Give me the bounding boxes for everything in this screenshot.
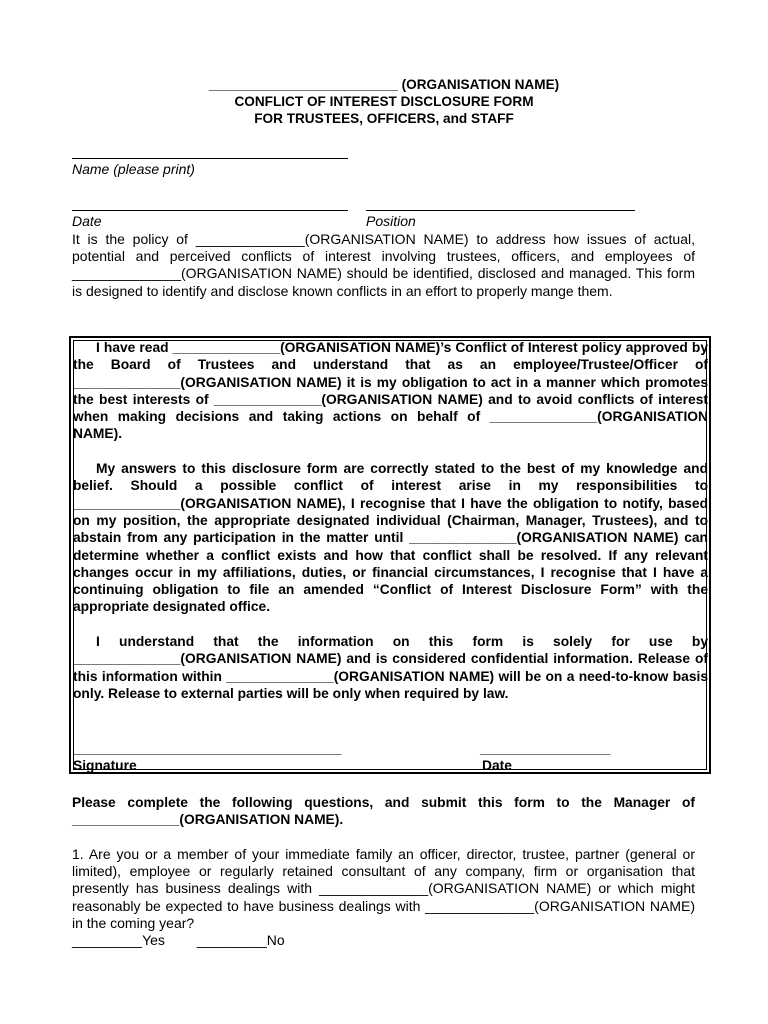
declaration-paragraph-2: My answers to this disclosure form are correctly stated to the best of my knowledge and belief. Should a possible conflict of interest arise in my responsibilities to ______________(ORGANISATION NAME), I recognise that I have the obligation to notify, based on my position, the appropriate designated individual (Chairman, Manager, Trustees), and to abstain from any participation in the matter until ______________(ORGANISATION NAME) can determine whether a conflict exists and how that conflict shall be resolved. If any relevant changes occur in my affiliations, duties, or financial circumstances, I recognise that I have a continuing obligation to file an amended “Conflict of Interest Disclosure Form” with the appropriate designated office. [73,461,708,615]
organisation-name-heading: _________________________ (ORGANISATION NAME) [208,77,560,92]
form-title: CONFLICT OF INTEREST DISCLOSURE FORM [234,94,534,109]
declaration-text [73,339,708,720]
question-1-text: 1. Are you or a member of your immediate family an officer, director, trustee, partner (general or limited), employee or regularly retained consultant of any company, firm or organisation that presently has business dealings with ______________(ORGANISATION NAME) or which might reasonably be expected to have business dealings with ______________(ORGANISATION NAME) in the coming year? [72,846,695,931]
policy-paragraph: It is the policy of ______________(ORGANISATION NAME) to address how issues of actual, potential and perceived conflicts of interest involving trustees, officers, and employees of ______________(ORGANISATION NAME) should be identified, disclosed and managed. This form is designed to identify and disclose known conflicts in an effort to properly mange them. [72,231,695,299]
form-header [0,76,768,127]
signature-date-field[interactable]: _________________ [480,741,611,756]
declaration-paragraph-1: I have read ______________(ORGANISATION NAME)’s Conflict of Interest policy approved by the Board of Trustees and understand that as an employee/Trustee/Officer of ______________(ORGANISATION NAME) it is my obligation to act in a manner which promotes the best interests of ______________(ORGANISATION NAME) and to avoid conflicts of interest when making decisions and taking actions on behalf of ______________(ORGANISATION NAME). [73,340,708,442]
instructions-text: Please complete the following questions, and submit this form to the Manager of ______________(ORGANISATION NAME). [72,795,695,828]
question-1-yes-option[interactable]: _________Yes [72,932,165,948]
declaration-paragraph-3: I understand that the information on this form is solely for use by ______________(ORGANISATION NAME) and is considered confidential information. Release of this information within ______________(ORGANISATION NAME) will be on a need-to-know basis only. Release to external parties will be only when required by law. [73,634,708,701]
position-field-label: Position [366,213,416,229]
signature-date-label: Date [482,758,512,773]
signature-field[interactable]: ___________________________________ [73,741,342,756]
position-field-line[interactable] [366,210,635,211]
form-subtitle: FOR TRUSTEES, OFFICERS, and STAFF [254,111,514,126]
date-field-label: Date [72,213,102,229]
signature-label: Signature [73,758,137,773]
question-1-no-option[interactable]: _________No [196,932,285,948]
declaration-box [69,336,711,774]
question-1-answers [72,932,285,949]
name-field-line[interactable] [72,158,348,159]
date-field-line[interactable] [72,210,348,211]
name-field-label: Name (please print) [72,161,195,177]
